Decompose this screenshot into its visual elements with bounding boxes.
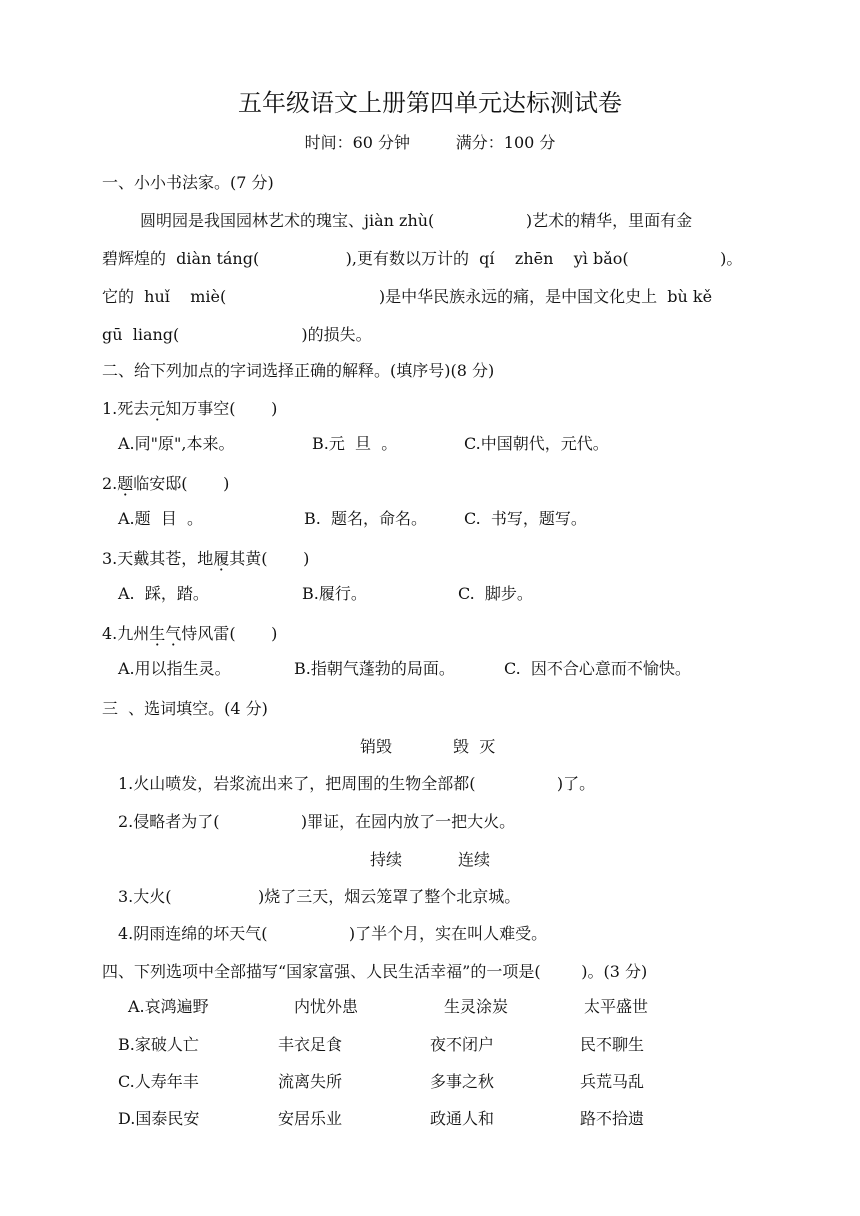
idiom: 夜不闭户 [430,1035,495,1054]
s3-question-4: 4.阴雨连绵的坏天气( )了半个月，实在叫人难受。 [118,924,548,943]
section-1-line-2: 碧辉煌的 diàn táng( ),更有数以万计的 qí zhēn yì bǎo( )。 [102,249,743,268]
q-text: 知万事空( ) [165,399,278,418]
q-text: 2. [102,474,118,493]
s2-q1-option-a: A.同"原",本来。 [118,434,235,453]
s2-q4-option-c: C. 因不合心意而不愉快。 [504,659,691,678]
idiom: C.人寿年丰 [118,1072,199,1091]
q-text: 1.死去 [102,399,150,418]
s2-q3-option-c: C. 脚步。 [458,584,533,603]
idiom: 兵荒马乱 [580,1072,645,1091]
exam-subtitle: 时间：60 分钟 满分：100 分 [304,133,556,152]
q-text: 恃风雷( ) [181,624,278,643]
s3-question-1: 1.火山喷发，岩浆流出来了，把周围的生物全部都( )了。 [118,774,596,793]
idiom: 安居乐业 [278,1109,343,1128]
section-1-line-3: 它的 huǐ miè( )是中华民族永远的痛，是中国文化史上 bù kě [102,287,713,306]
idiom: 路不拾遗 [580,1109,645,1128]
s2-q4-option-b: B.指朝气蓬勃的局面。 [294,659,455,678]
exam-title: 五年级语文上册第四单元达标测试卷 [238,89,622,117]
idiom: 内忧外患 [294,997,359,1016]
s2-q1-option-c: C.中国朝代，元代。 [464,434,609,453]
dotted-char: 题 [117,474,134,493]
s2-q3-option-a: A. 踩，踏。 [118,584,209,603]
s3-question-2: 2.侵略者为了( )罪证，在园内放了一把大火。 [118,812,516,831]
s2-q1-option-b: B.元 旦 。 [312,434,398,453]
idiom: B.家破人亡 [118,1035,199,1054]
s2-q2-option-c: C. 书写，题写。 [464,509,587,528]
q-text: 4.九州 [102,624,150,643]
idiom: 民不聊生 [580,1035,645,1054]
word-pair-1: 销毁 毁 灭 [360,737,496,756]
section-1-line-1: 圆明园是我国园林艺术的瑰宝、jiàn zhù( )艺术的精华，里面有金 [140,211,693,230]
s2-question-1 [102,396,277,419]
dotted-char: 生 [149,624,166,643]
idiom: 生灵涂炭 [444,997,509,1016]
idiom: 太平盛世 [584,997,649,1016]
dotted-char: 气 [165,624,182,643]
q-text: 临安邸( ) [133,474,230,493]
section-1-line-4: gū liang( )的损失。 [102,325,372,344]
q-text: 其黄( ) [229,549,310,568]
section-4-heading: 四、下列选项中全部描写“国家富强、人民生活幸福”的一项是( )。(3 分) [102,962,648,981]
idiom: 政通人和 [430,1109,495,1128]
s2-q2-option-b: B. 题名，命名。 [304,509,428,528]
idiom: A.哀鸿遍野 [128,997,209,1016]
q-text: 3.天戴其苍，地 [102,549,214,568]
idiom: 丰衣足食 [278,1035,343,1054]
dotted-char: 履 [213,549,230,568]
idiom: D.国泰民安 [118,1109,200,1128]
s2-question-2 [102,471,229,494]
section-3-heading: 三 、选词填空。(4 分) [102,699,268,718]
section-1-heading: 一、小小书法家。(7 分) [102,173,274,192]
idiom: 流离失所 [278,1072,343,1091]
s2-q4-option-a: A.用以指生灵。 [118,659,231,678]
s2-question-3 [102,546,309,569]
s3-question-3: 3.大火( )烧了三天，烟云笼罩了整个北京城。 [118,887,521,906]
idiom: 多事之秋 [430,1072,495,1091]
s2-q3-option-b: B.履行。 [302,584,367,603]
dotted-char: 元 [149,399,166,418]
word-pair-2: 持续 连续 [370,850,490,869]
section-2-heading: 二、给下列加点的字词选择正确的解释。(填序号)(8 分) [102,361,495,380]
s2-question-4 [102,621,277,644]
s2-q2-option-a: A.题 目 。 [118,509,203,528]
